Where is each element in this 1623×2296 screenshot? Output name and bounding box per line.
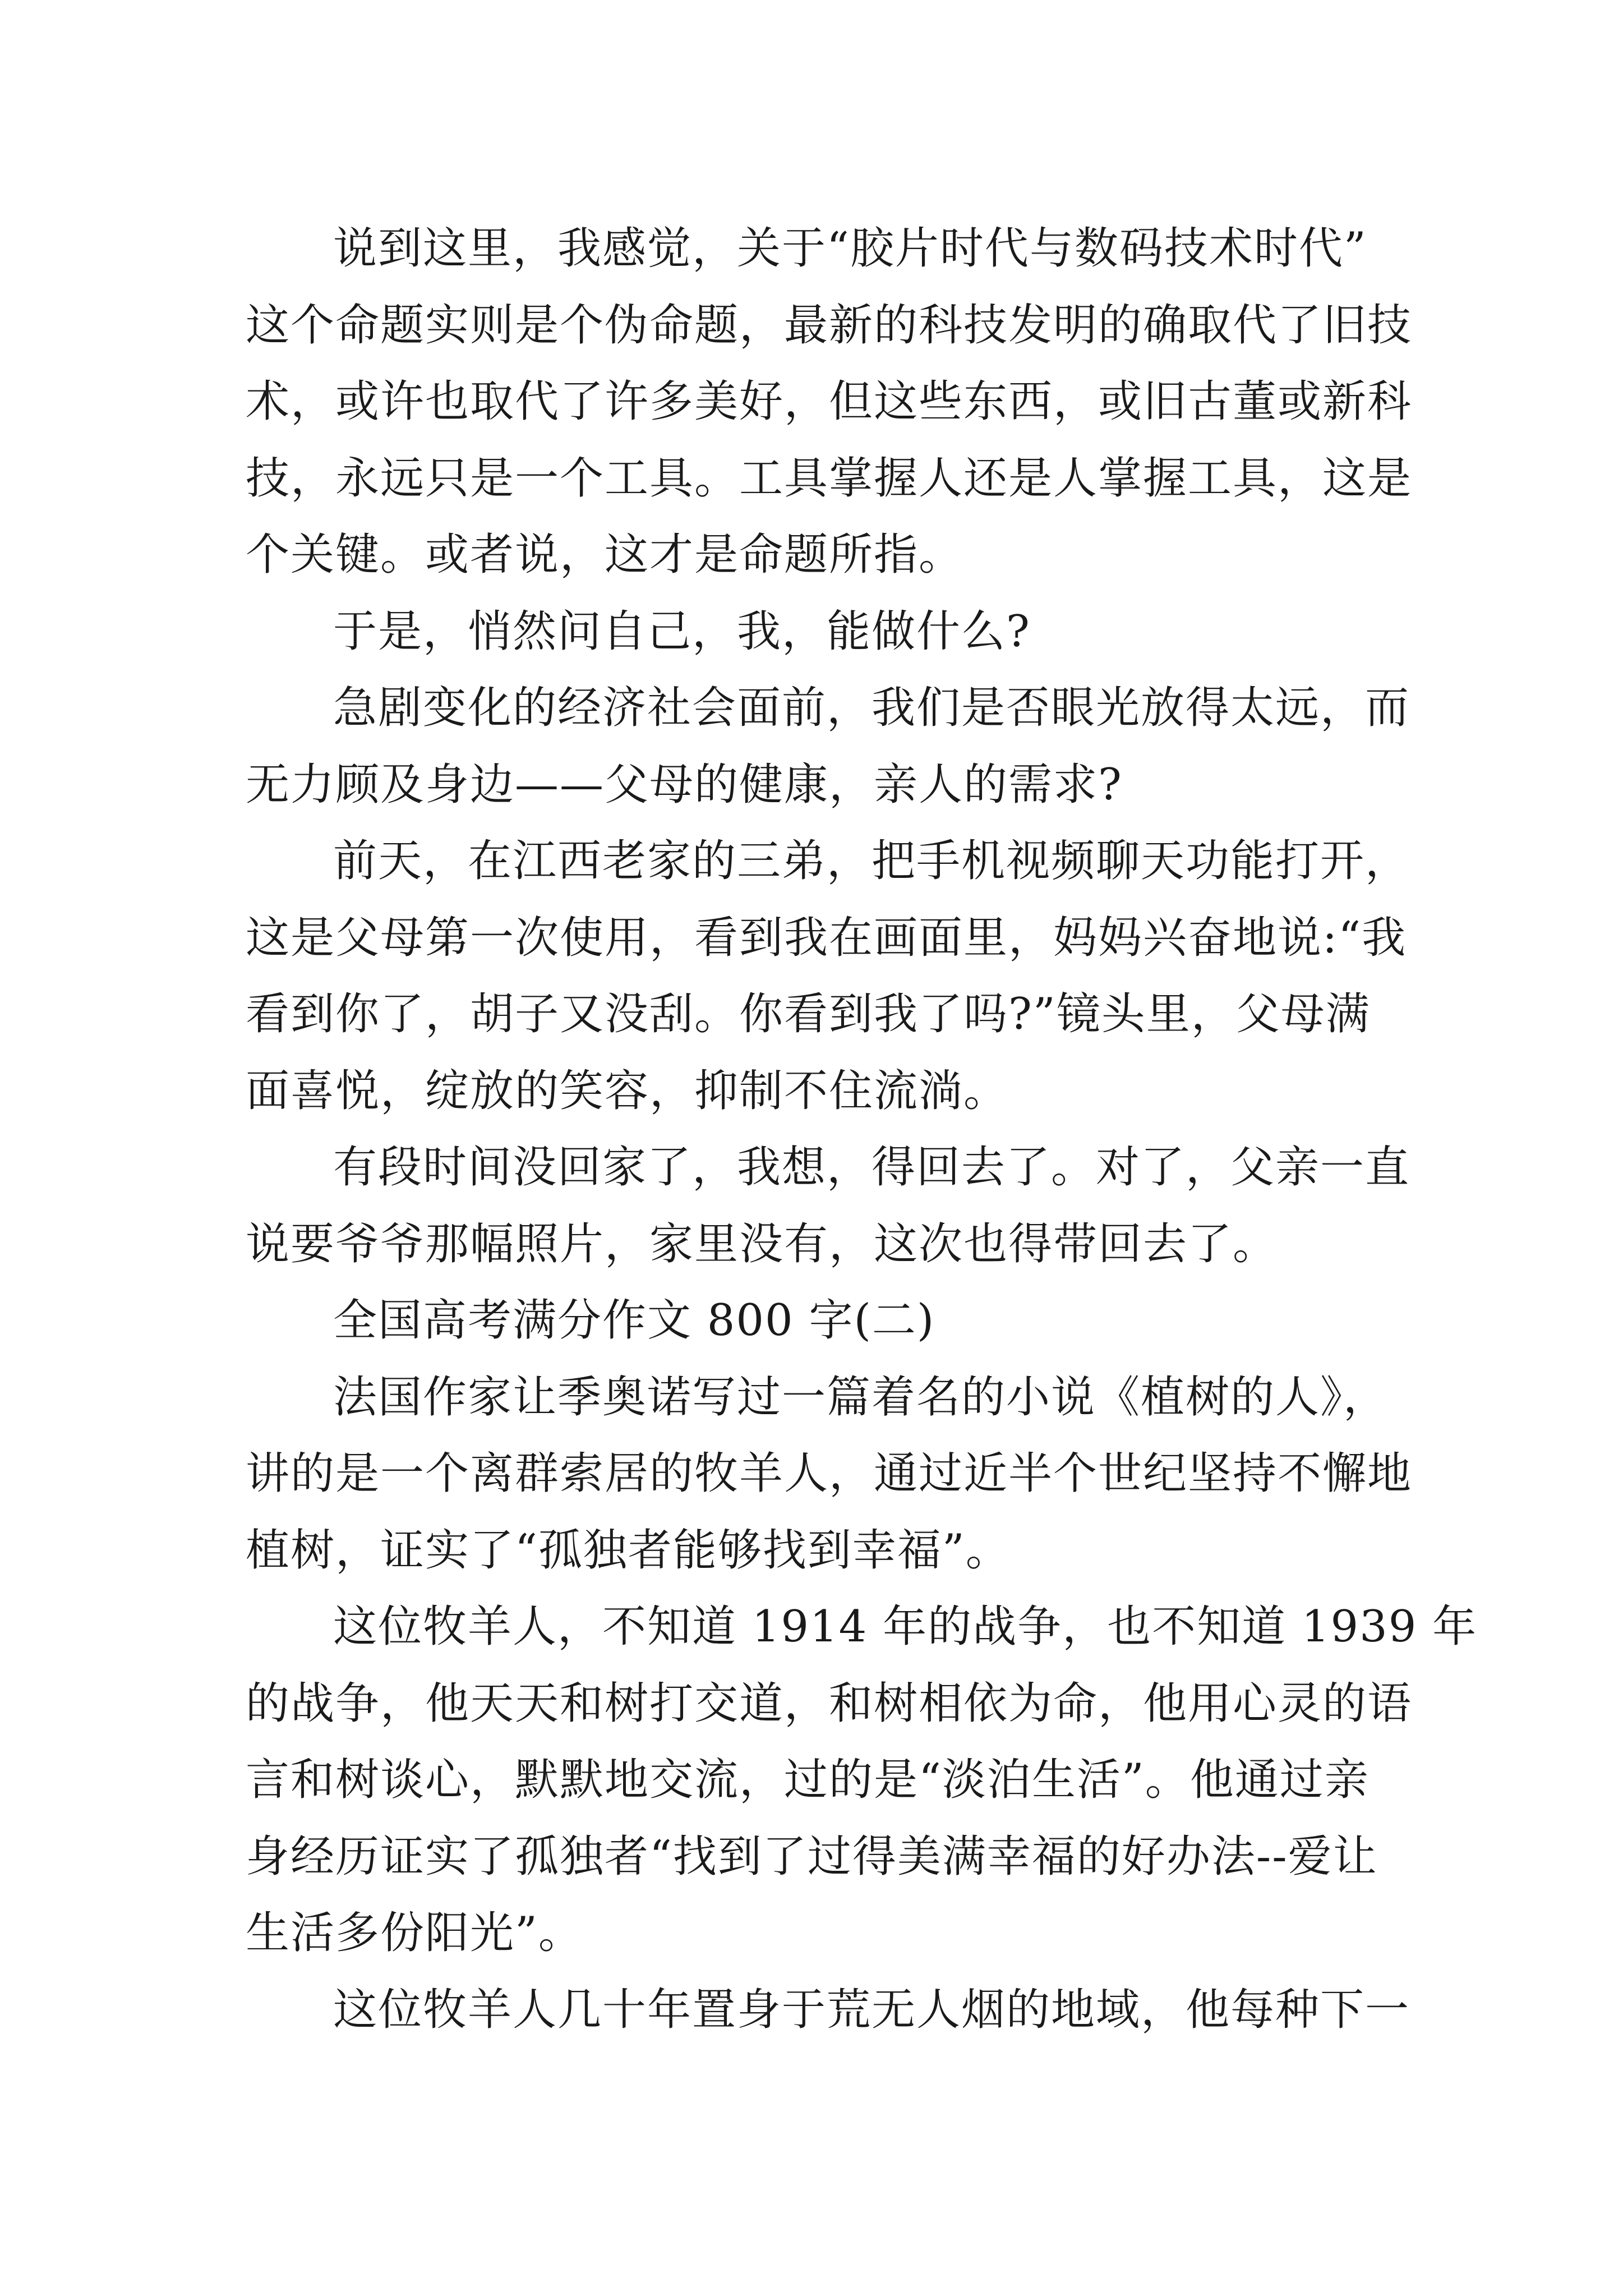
text-line: 这位牧羊人，不知道 1914 年的战争，也不知道 1939 年 xyxy=(333,1602,1478,1652)
text-line: 生活多份阳光”。 xyxy=(246,1908,583,1958)
text-line: 植树，证实了“孤独者能够找到幸福”。 xyxy=(246,1525,1011,1576)
text-line: 说到这里，我感觉，关于“胶片时代与数码技术时代” xyxy=(333,223,1367,274)
paragraph-3 xyxy=(246,670,1410,823)
text-line: 有段时间没回家了，我想，得回去了。对了，父亲一直 xyxy=(333,1142,1410,1193)
text-line: 这个命题实则是个伪命题，最新的科技发明的确取代了旧技 xyxy=(246,300,1413,351)
text-line: 言和树谈心，默默地交流，过的是“淡泊生活”。他通过亲 xyxy=(246,1755,1370,1805)
paragraph-2 xyxy=(246,593,1390,670)
text-line: 的战争，他天天和树打交道，和树相依为命，他用心灵的语 xyxy=(246,1678,1413,1729)
text-line: 看到你了，胡子又没刮。你看到我了吗?”镜头里，父母满 xyxy=(246,989,1371,1039)
text-line: 讲的是一个离群索居的牧羊人，通过近半个世纪坚持不懈地 xyxy=(246,1448,1413,1499)
text-line: 身经历证实了孤独者“找到了过得美满幸福的好办法--爱让 xyxy=(246,1831,1378,1882)
section-heading xyxy=(246,1282,1390,1359)
text-line: 于是，悄然问自己，我，能做什么? xyxy=(333,606,1031,657)
text-line: 无力顾及身边——父母的健康，亲人的需求? xyxy=(246,759,1123,810)
text-line: 急剧变化的经济社会面前，我们是否眼光放得太远，而 xyxy=(333,683,1410,733)
text-line: 全国高考满分作文 800 字(二) xyxy=(333,1295,935,1346)
text-line: 这是父母第一次使用，看到我在画面里，妈妈兴奋地说:“我 xyxy=(246,912,1407,963)
text-line: 说要爷爷那幅照片，家里没有，这次也得带回去了。 xyxy=(246,1218,1278,1269)
text-line: 法国作家让季奥诺写过一篇着名的小说《植树的人》， xyxy=(333,1372,1389,1423)
paragraph-7 xyxy=(246,1589,1478,1972)
paragraph-4 xyxy=(246,823,1410,1129)
paragraph-1 xyxy=(246,210,1413,593)
text-line: 前天，在江西老家的三弟，把手机视频聊天功能打开， xyxy=(333,836,1410,886)
document-body xyxy=(246,210,1478,2048)
text-line: 面喜悦，绽放的笑容，抑制不住流淌。 xyxy=(246,1065,1009,1116)
paragraph-6 xyxy=(246,1359,1413,1589)
paragraph-5 xyxy=(246,1129,1410,1282)
text-line: 个关键。或者说，这才是命题所指。 xyxy=(246,530,964,580)
paragraph-8 xyxy=(246,1972,1410,2049)
text-line: 技，永远只是一个工具。工具掌握人还是人掌握工具，这是 xyxy=(246,453,1413,504)
text-line: 术，或许也取代了许多美好，但这些东西，或旧古董或新科 xyxy=(246,376,1413,427)
text-line: 这位牧羊人几十年置身于荒无人烟的地域，他每种下一 xyxy=(333,1984,1410,2035)
